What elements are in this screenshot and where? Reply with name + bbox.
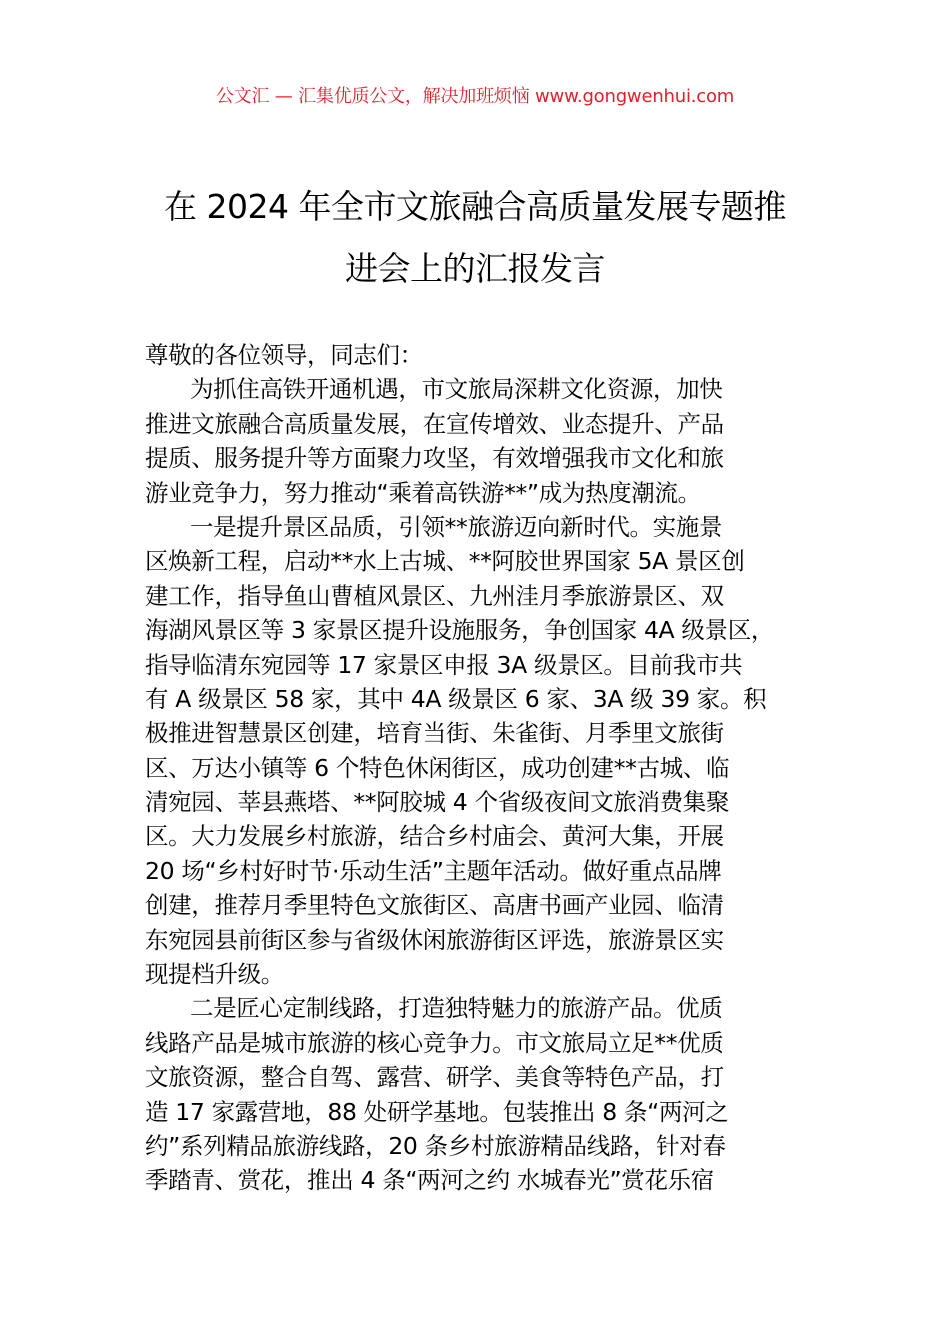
paragraph-section-2-line: 约”系列精品旅游线路，20 条乡村旅游精品线路，针对春: [145, 1131, 726, 1160]
paragraph-section-1-line: 海湖风景区等 3 家景区提升设施服务，争创国家 4A 级景区，: [145, 616, 775, 645]
document-body: [145, 338, 845, 1198]
paragraph-section-1-line: 区焕新工程，启动**水上古城、**阿胶世界国家 5A 景区创: [145, 547, 745, 576]
paragraph-section-1-line: 清宛园、莘县燕塔、**阿胶城 4 个省级夜间文旅消费集聚: [145, 788, 730, 817]
paragraph-intro-line: 推进文旅融合高质量发展，在宣传增效、业态提升、产品: [145, 409, 724, 438]
paragraph-section-1-line: 现提档升级。: [145, 960, 284, 989]
paragraph-section-1-line: 建工作，指导鱼山曹植风景区、九州洼月季旅游景区、双: [145, 581, 724, 610]
document-title: [0, 176, 950, 300]
paragraph-intro-line: 为抓住高铁开通机遇，市文旅局深耕文化资源，加快: [190, 375, 723, 404]
paragraph-section-1-line: 指导临清东宛园等 17 家景区申报 3A 级景区。目前我市共: [145, 650, 743, 679]
paragraph-section-2-line: 二是匠心定制线路，打造独特魅力的旅游产品。优质: [190, 994, 723, 1023]
paragraph-section-1-line: 极推进智慧景区创建，培育当街、朱雀街、月季里文旅街: [145, 719, 724, 748]
paragraph-section-2-line: 造 17 家露营地，88 处研学基地。包装推出 8 条“两河之: [145, 1097, 729, 1126]
paragraph-section-2-line: 文旅资源，整合自驾、露营、研学、美食等特色产品，打: [145, 1063, 724, 1092]
paragraph-section-1-line: 一是提升景区品质，引领**旅游迈向新时代。实施景: [190, 512, 723, 541]
paragraph-section-1-line: 创建，推荐月季里特色文旅街区、高唐书画产业园、临清: [145, 891, 724, 920]
paragraph-intro-line: 游业竞争力，努力推动“乘着高铁游**”成为热度潮流。: [145, 478, 701, 507]
paragraph-section-1-line: 区。大力发展乡村旅游，结合乡村庙会、黄河大集，开展: [145, 822, 724, 851]
paragraph-section-1-line: 区、万达小镇等 6 个特色休闲街区，成功创建**古城、临: [145, 753, 730, 782]
salutation: 尊敬的各位领导，同志们：: [145, 341, 423, 369]
paragraph-section-2-line: 季踏青、赏花，推出 4 条“两河之约 水城春光”赏花乐宿: [145, 1166, 714, 1195]
paragraph-section-1-line: 有 A 级景区 58 家，其中 4A 级景区 6 家、3A 级 39 家。积: [145, 684, 767, 713]
paragraph-section-1-line: 20 场“乡村好时节·乐动生活”主题年活动。做好重点品牌: [145, 856, 722, 885]
title-line-2: 进会上的汇报发言: [345, 249, 605, 288]
title-line-1: 在 2024 年全市文旅融合高质量发展专题推: [164, 187, 786, 226]
paragraph-section-1-line: 东宛园县前街区参与省级休闲旅游街区评选，旅游景区实: [145, 925, 724, 954]
paragraph-intro-line: 提质、服务提升等方面聚力攻坚，有效增强我市文化和旅: [145, 444, 724, 473]
watermark-banner: 公文汇 — 汇集优质公文，解决加班烦恼 www.gongwenhui.com: [215, 86, 735, 107]
paragraph-section-2-line: 线路产品是城市旅游的核心竞争力。市文旅局立足**优质: [145, 1028, 724, 1057]
